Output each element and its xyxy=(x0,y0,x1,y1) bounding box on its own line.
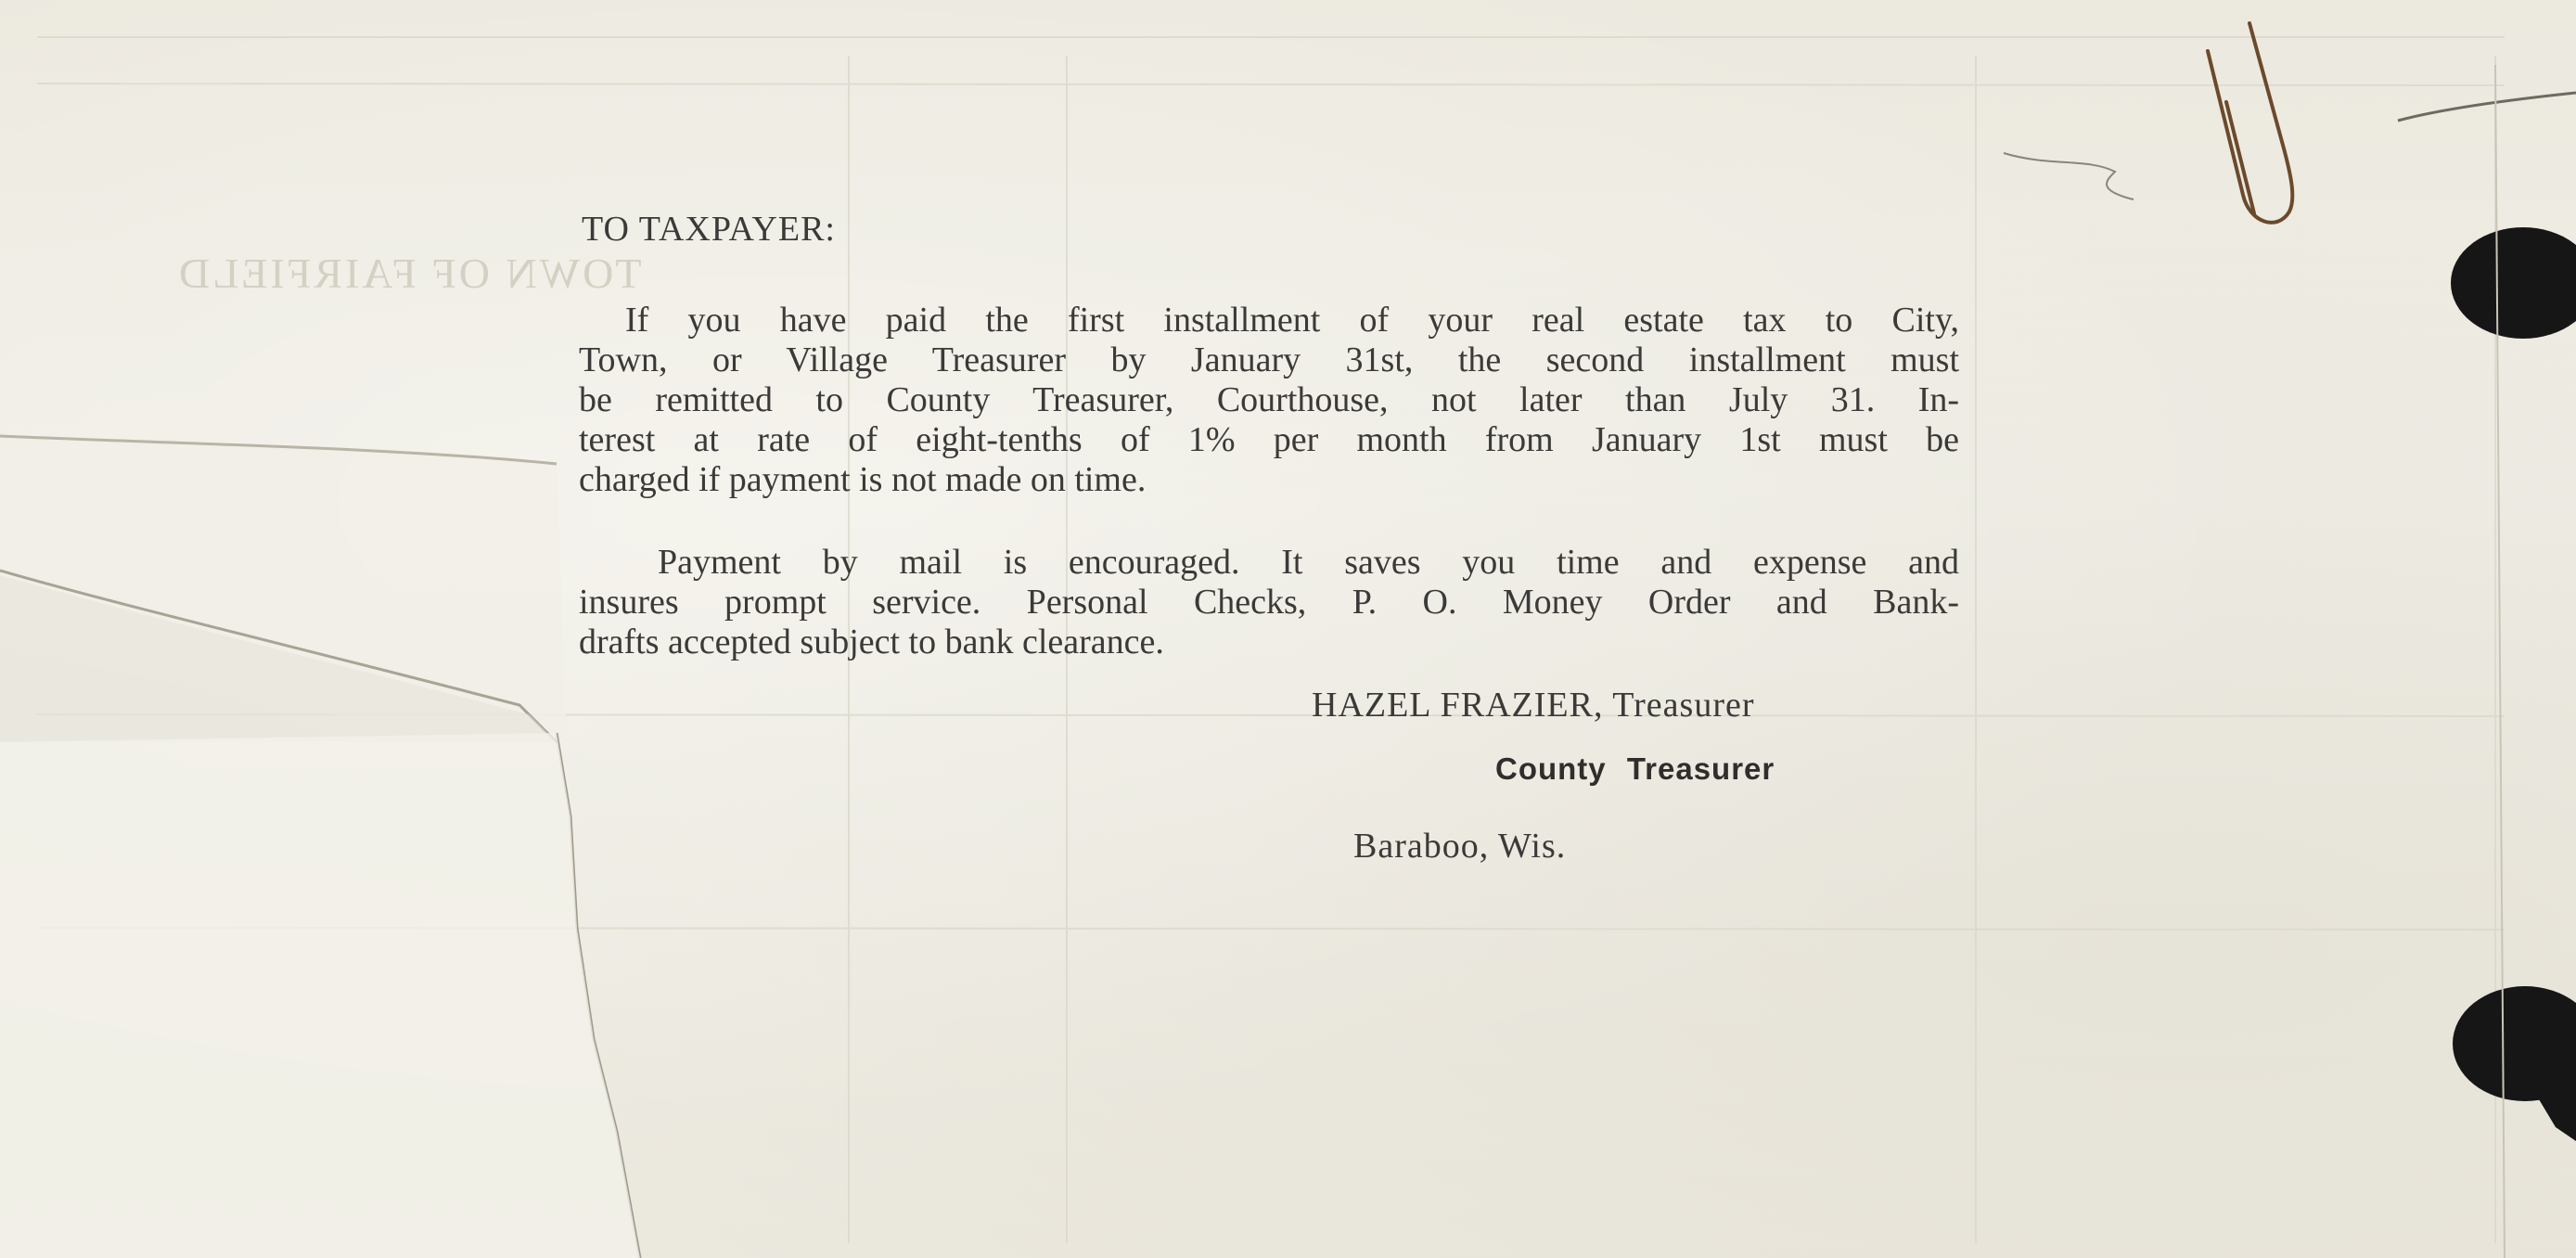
county-treasurer-stamp: County Treasurer xyxy=(1495,751,1775,786)
office-location: Baraboo, Wis. xyxy=(1353,827,1567,866)
show-through-text: TOWN OF FAIRFIELD xyxy=(176,250,642,297)
paragraph-line: insures prompt service. Personal Checks, P. O. Money Order and Bank- xyxy=(579,583,1959,622)
paperclip-icon xyxy=(2208,23,2292,223)
treasurer-name: HAZEL FRAZIER, Treasurer xyxy=(1312,686,1755,725)
installment-paragraph xyxy=(579,301,1959,500)
paragraph-line: If you have paid the first installment of your real estate tax to City, xyxy=(625,301,1959,340)
paragraph-line: be remitted to County Treasurer, Courthouse, not later than July 31. In- xyxy=(579,380,1959,419)
payment-paragraph xyxy=(579,543,1959,662)
pencil-mark-right xyxy=(2398,93,2576,121)
paragraph-line: drafts accepted subject to bank clearance. xyxy=(579,623,1164,661)
paragraph-line: Payment by mail is encouraged. It saves you time and expense and xyxy=(658,543,1959,582)
paragraph-line: charged if payment is not made on time. xyxy=(579,460,1147,499)
torn-region xyxy=(0,733,640,1258)
notice-heading: TO TAXPAYER: xyxy=(582,210,836,249)
paragraph-line: terest at rate of eight-tenths of 1% per month from January 1st must be xyxy=(579,420,1959,459)
paragraph-line: Town, or Village Treasurer by January 31st, the second installment must xyxy=(579,340,1959,379)
pencil-mark xyxy=(2004,153,2134,199)
